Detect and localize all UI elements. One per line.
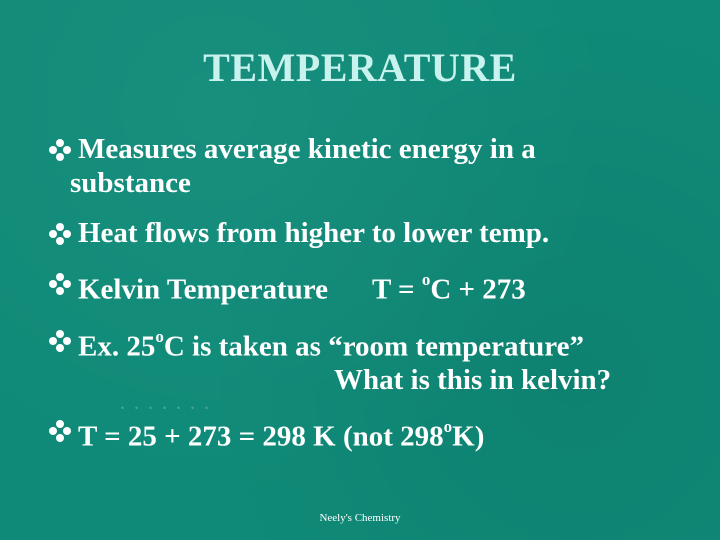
bullet-example [48,323,716,398]
example-line1 [78,323,716,364]
degree-superscript: o [155,326,164,346]
footer-credit: Neely's Chemistry [319,512,401,524]
bullet-calculation [48,413,716,454]
kelvin-label: Kelvin Temperature [78,273,328,306]
example-start: Ex. 25 [78,330,156,363]
calc-start: T = 25 + 273 = 298 K (not 298 [78,420,444,453]
bullet-heat-flow [48,216,716,250]
degree-superscript: o [443,417,453,437]
bullet-list [48,132,716,470]
kelvin-formula-start: T = [371,273,422,306]
bullet-text-line2: substance [70,167,191,199]
diamond-flower-icon [48,329,72,353]
bullet-kelvin [48,266,716,307]
kelvin-formula-end: C + 273 [430,273,526,306]
example-line2: What is this in kelvin? [334,364,612,397]
degree-superscript: o [421,270,431,289]
bullet-kinetic-energy [48,132,716,200]
decorative-dots: . . . . . . . [120,392,211,414]
bullet-text-line1: Measures average kinetic energy in a [78,133,536,165]
diamond-flower-icon [48,419,72,443]
example-end: C is taken as “room temperature” [163,330,585,363]
bullet-text: Heat flows from higher to lower temp. [78,217,550,249]
slide-title: TEMPERATURE [203,45,517,90]
diamond-flower-icon [48,272,72,296]
diamond-flower-icon [48,138,72,162]
diamond-flower-icon [48,222,72,246]
calc-end: K) [452,420,485,453]
